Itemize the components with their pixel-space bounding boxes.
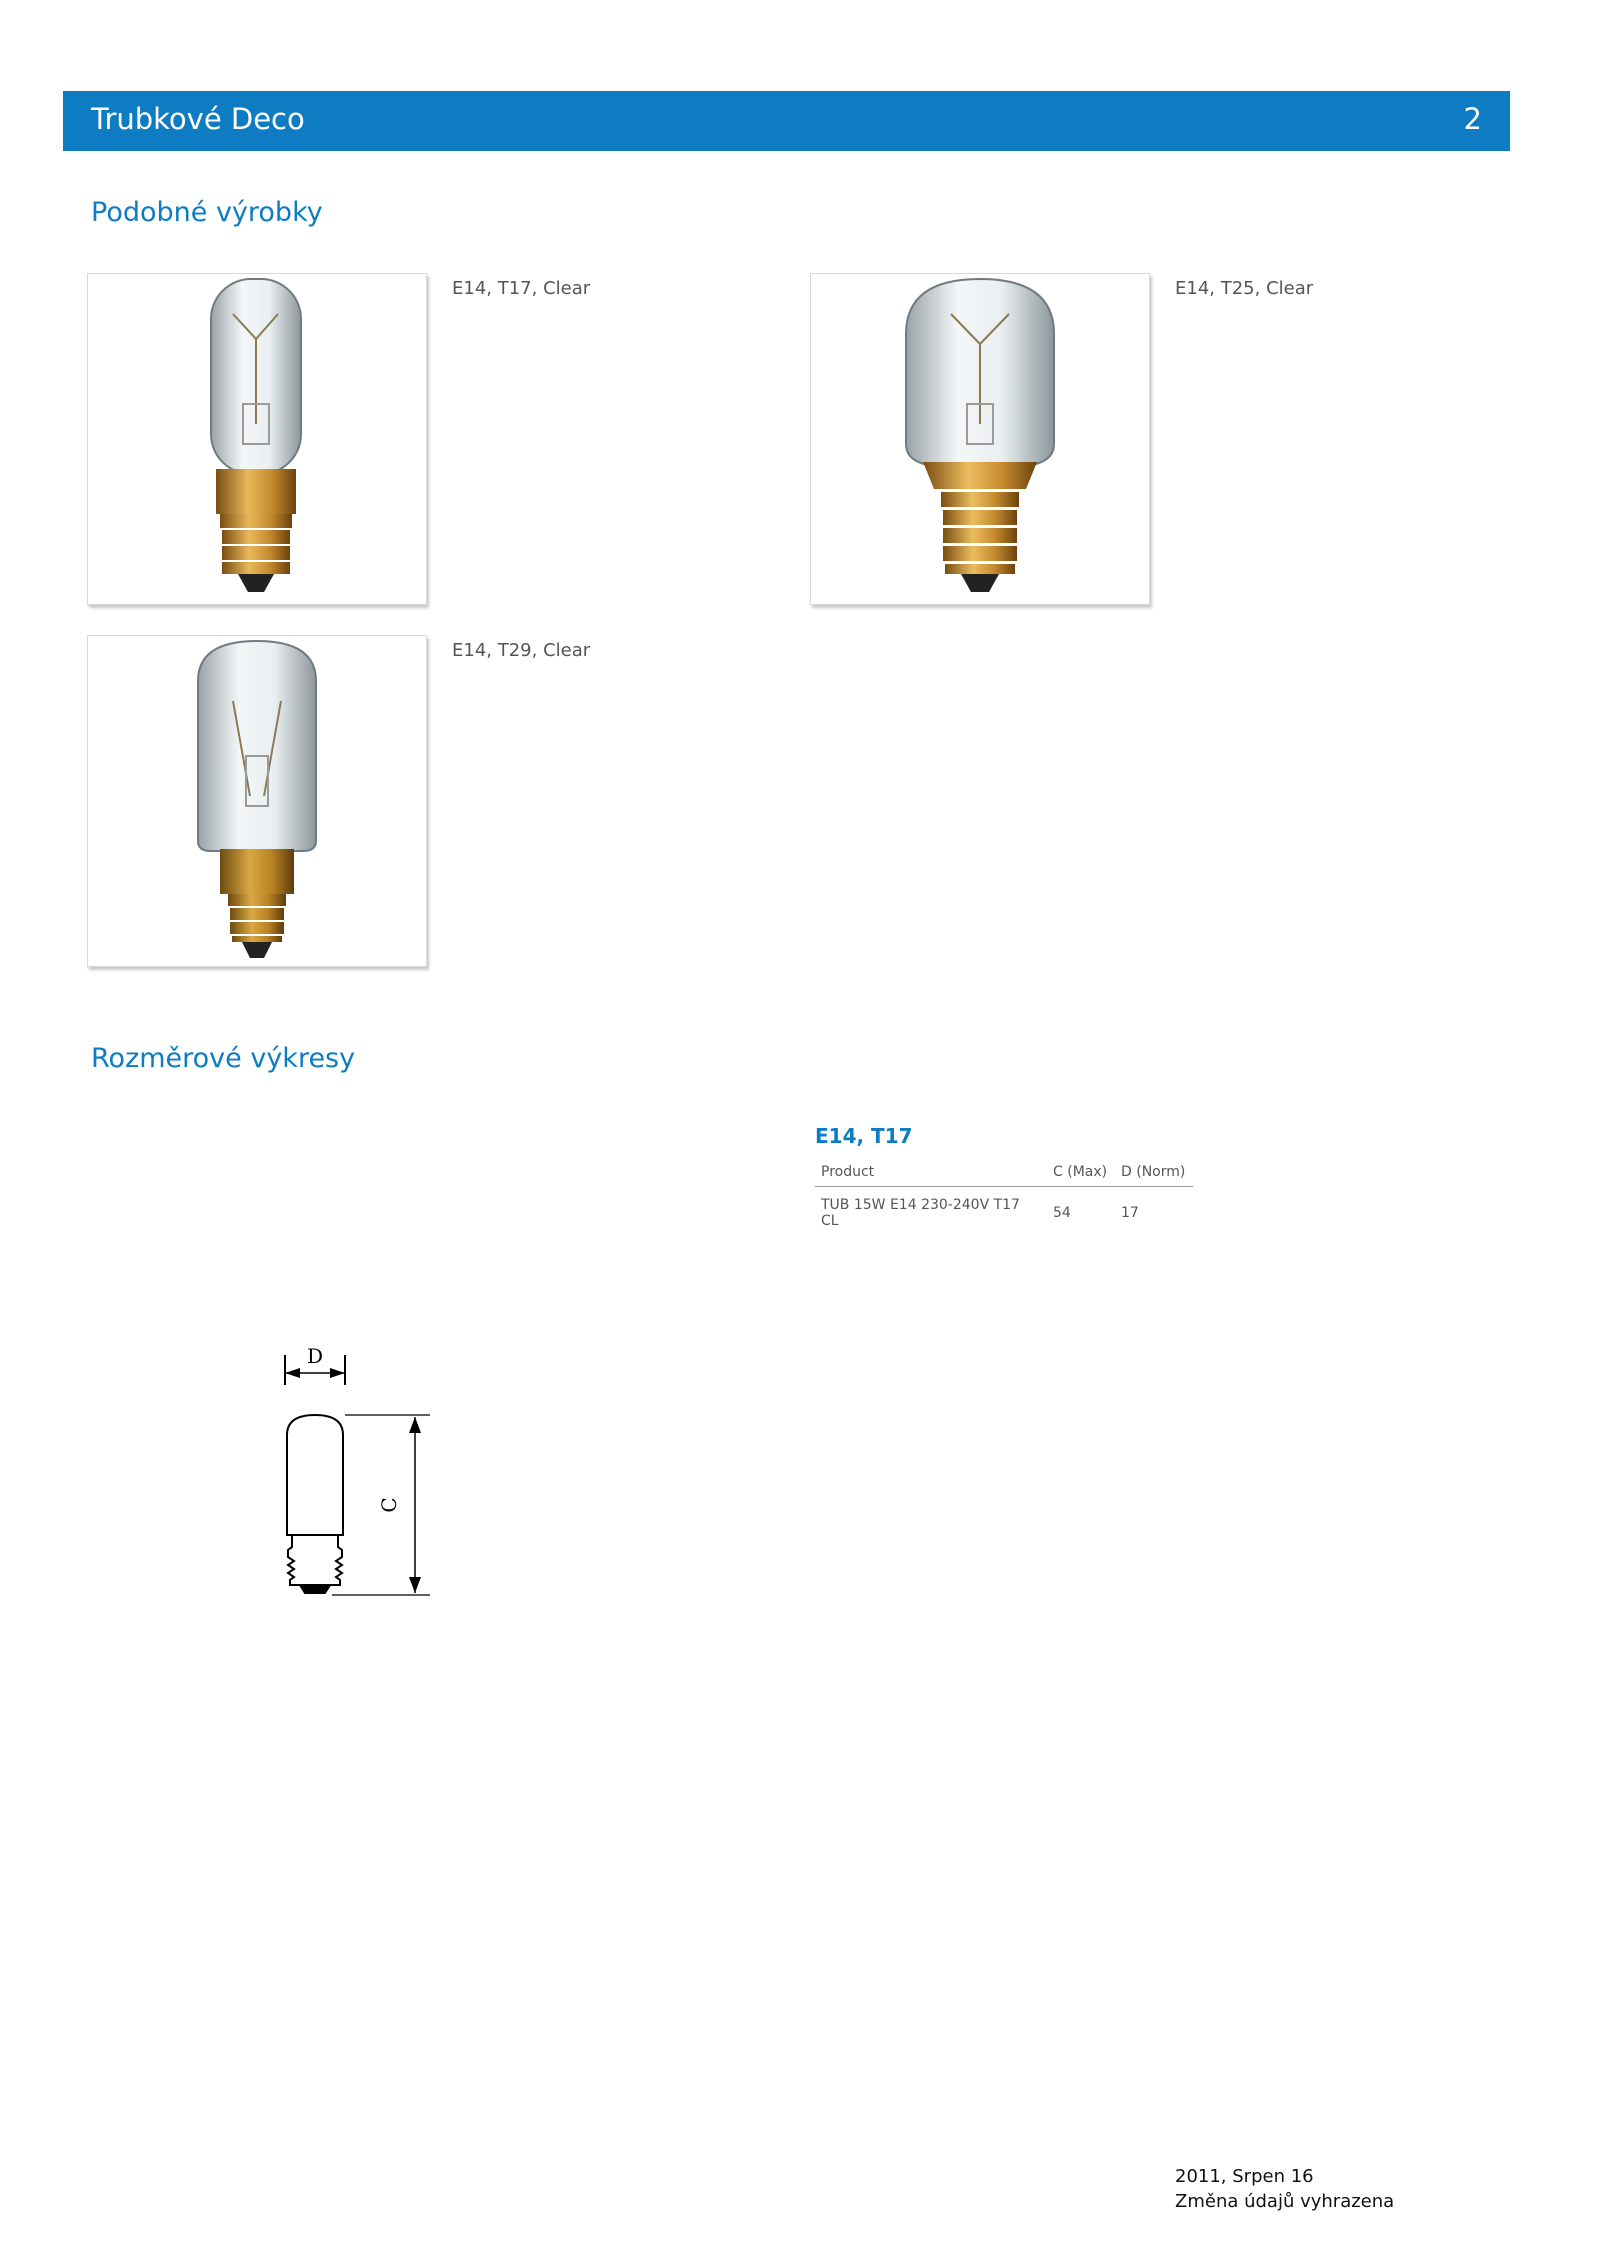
cell-product: TUB 15W E14 230-240V T17 CL [821,1197,1020,1229]
page-number: 2 [1463,102,1482,136]
page-header [63,91,1510,151]
bulb-t25-image [811,274,1149,604]
product-label-t17[interactable]: E14, T17, Clear [452,278,591,299]
column-header-d-norm: D (Norm) [1115,1160,1193,1187]
cell-d-norm: 17 [1121,1205,1139,1221]
dimension-drawing [270,1335,450,1635]
product-image-t25[interactable] [810,273,1150,605]
bulb-t17-image [88,274,426,604]
bulb-t29-image [88,636,426,966]
footer-note: Změna údajů vyhrazena [1175,2191,1395,2212]
section-title-similar-products: Podobné výrobky [91,197,323,228]
footer-date: 2011, Srpen 16 [1175,2166,1314,2187]
product-image-t29[interactable] [87,635,427,967]
column-header-product: Product [815,1160,1047,1187]
section-title-dimension-drawings: Rozměrové výkresy [91,1043,356,1074]
drawing-label-c: C [377,1497,401,1513]
dimension-table-title: E14, T17 [815,1124,913,1148]
cell-c-max: 54 [1053,1205,1071,1221]
product-label-t25[interactable]: E14, T25, Clear [1175,278,1314,299]
page-title: Trubkové Deco [91,102,305,136]
product-image-t17[interactable] [87,273,427,605]
product-label-t29[interactable]: E14, T29, Clear [452,640,591,661]
table-row [815,1187,1193,1234]
table-header-row [815,1160,1193,1187]
drawing-label-d: D [306,1344,324,1368]
column-header-c-max: C (Max) [1047,1160,1115,1187]
dimension-table [815,1160,1193,1233]
